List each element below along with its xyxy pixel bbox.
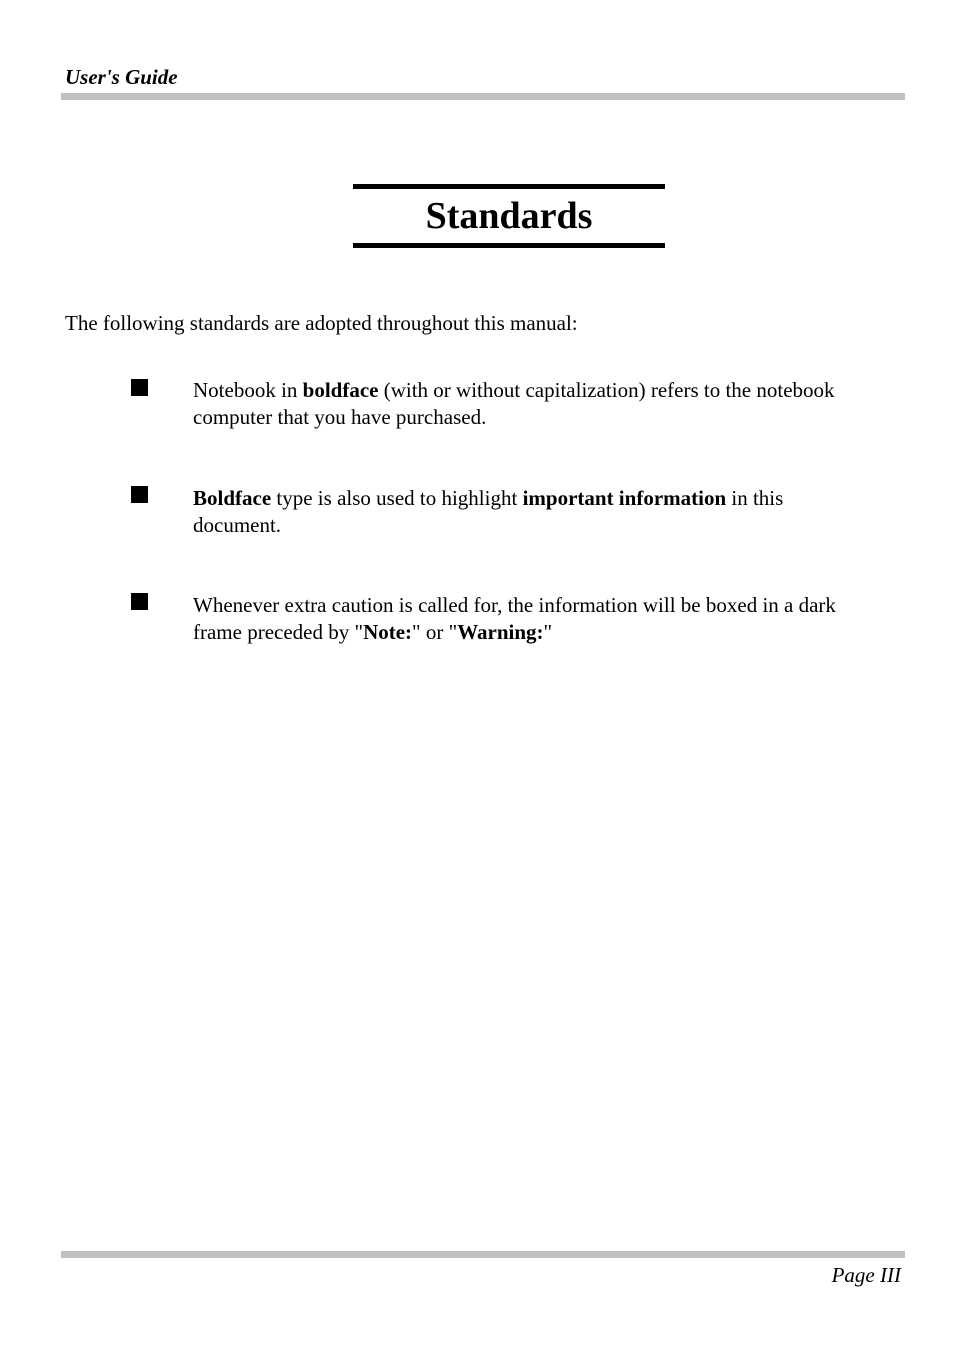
section-title-box bbox=[353, 184, 665, 248]
square-bullet-icon bbox=[131, 379, 148, 396]
square-bullet-icon bbox=[131, 486, 148, 503]
square-bullet-icon bbox=[131, 593, 148, 610]
footer-rule bbox=[61, 1251, 905, 1258]
text-run: frame preceded by " bbox=[193, 620, 364, 644]
intro-paragraph: The following standards are adopted throughout this manual: bbox=[65, 311, 578, 335]
text-run: " or " bbox=[412, 620, 458, 644]
text-run: (with or without capitalization) refers to the notebook bbox=[378, 378, 835, 402]
text-run: Notebook in bbox=[193, 378, 303, 402]
text-run: in this bbox=[726, 486, 784, 510]
text-run: " bbox=[543, 620, 553, 644]
page-number: Page III bbox=[831, 1263, 901, 1287]
bold-term: Note: bbox=[363, 620, 413, 644]
header-rule bbox=[61, 93, 905, 100]
list-item-text bbox=[193, 485, 903, 539]
bold-term: boldface bbox=[302, 378, 379, 402]
text-run: type is also used to highlight bbox=[271, 486, 523, 510]
page-title: Standards bbox=[425, 195, 593, 237]
list-item-text bbox=[193, 377, 903, 431]
list-item-text bbox=[193, 592, 903, 646]
text-run: Whenever extra caution is called for, the information will be boxed in a dark bbox=[193, 593, 836, 617]
text-run: computer that you have purchased. bbox=[193, 405, 487, 429]
bold-term: Boldface bbox=[193, 486, 272, 510]
header-title: User's Guide bbox=[65, 65, 178, 89]
text-run: document. bbox=[193, 513, 282, 537]
bold-term: important information bbox=[522, 486, 727, 510]
bold-term: Warning: bbox=[457, 620, 544, 644]
